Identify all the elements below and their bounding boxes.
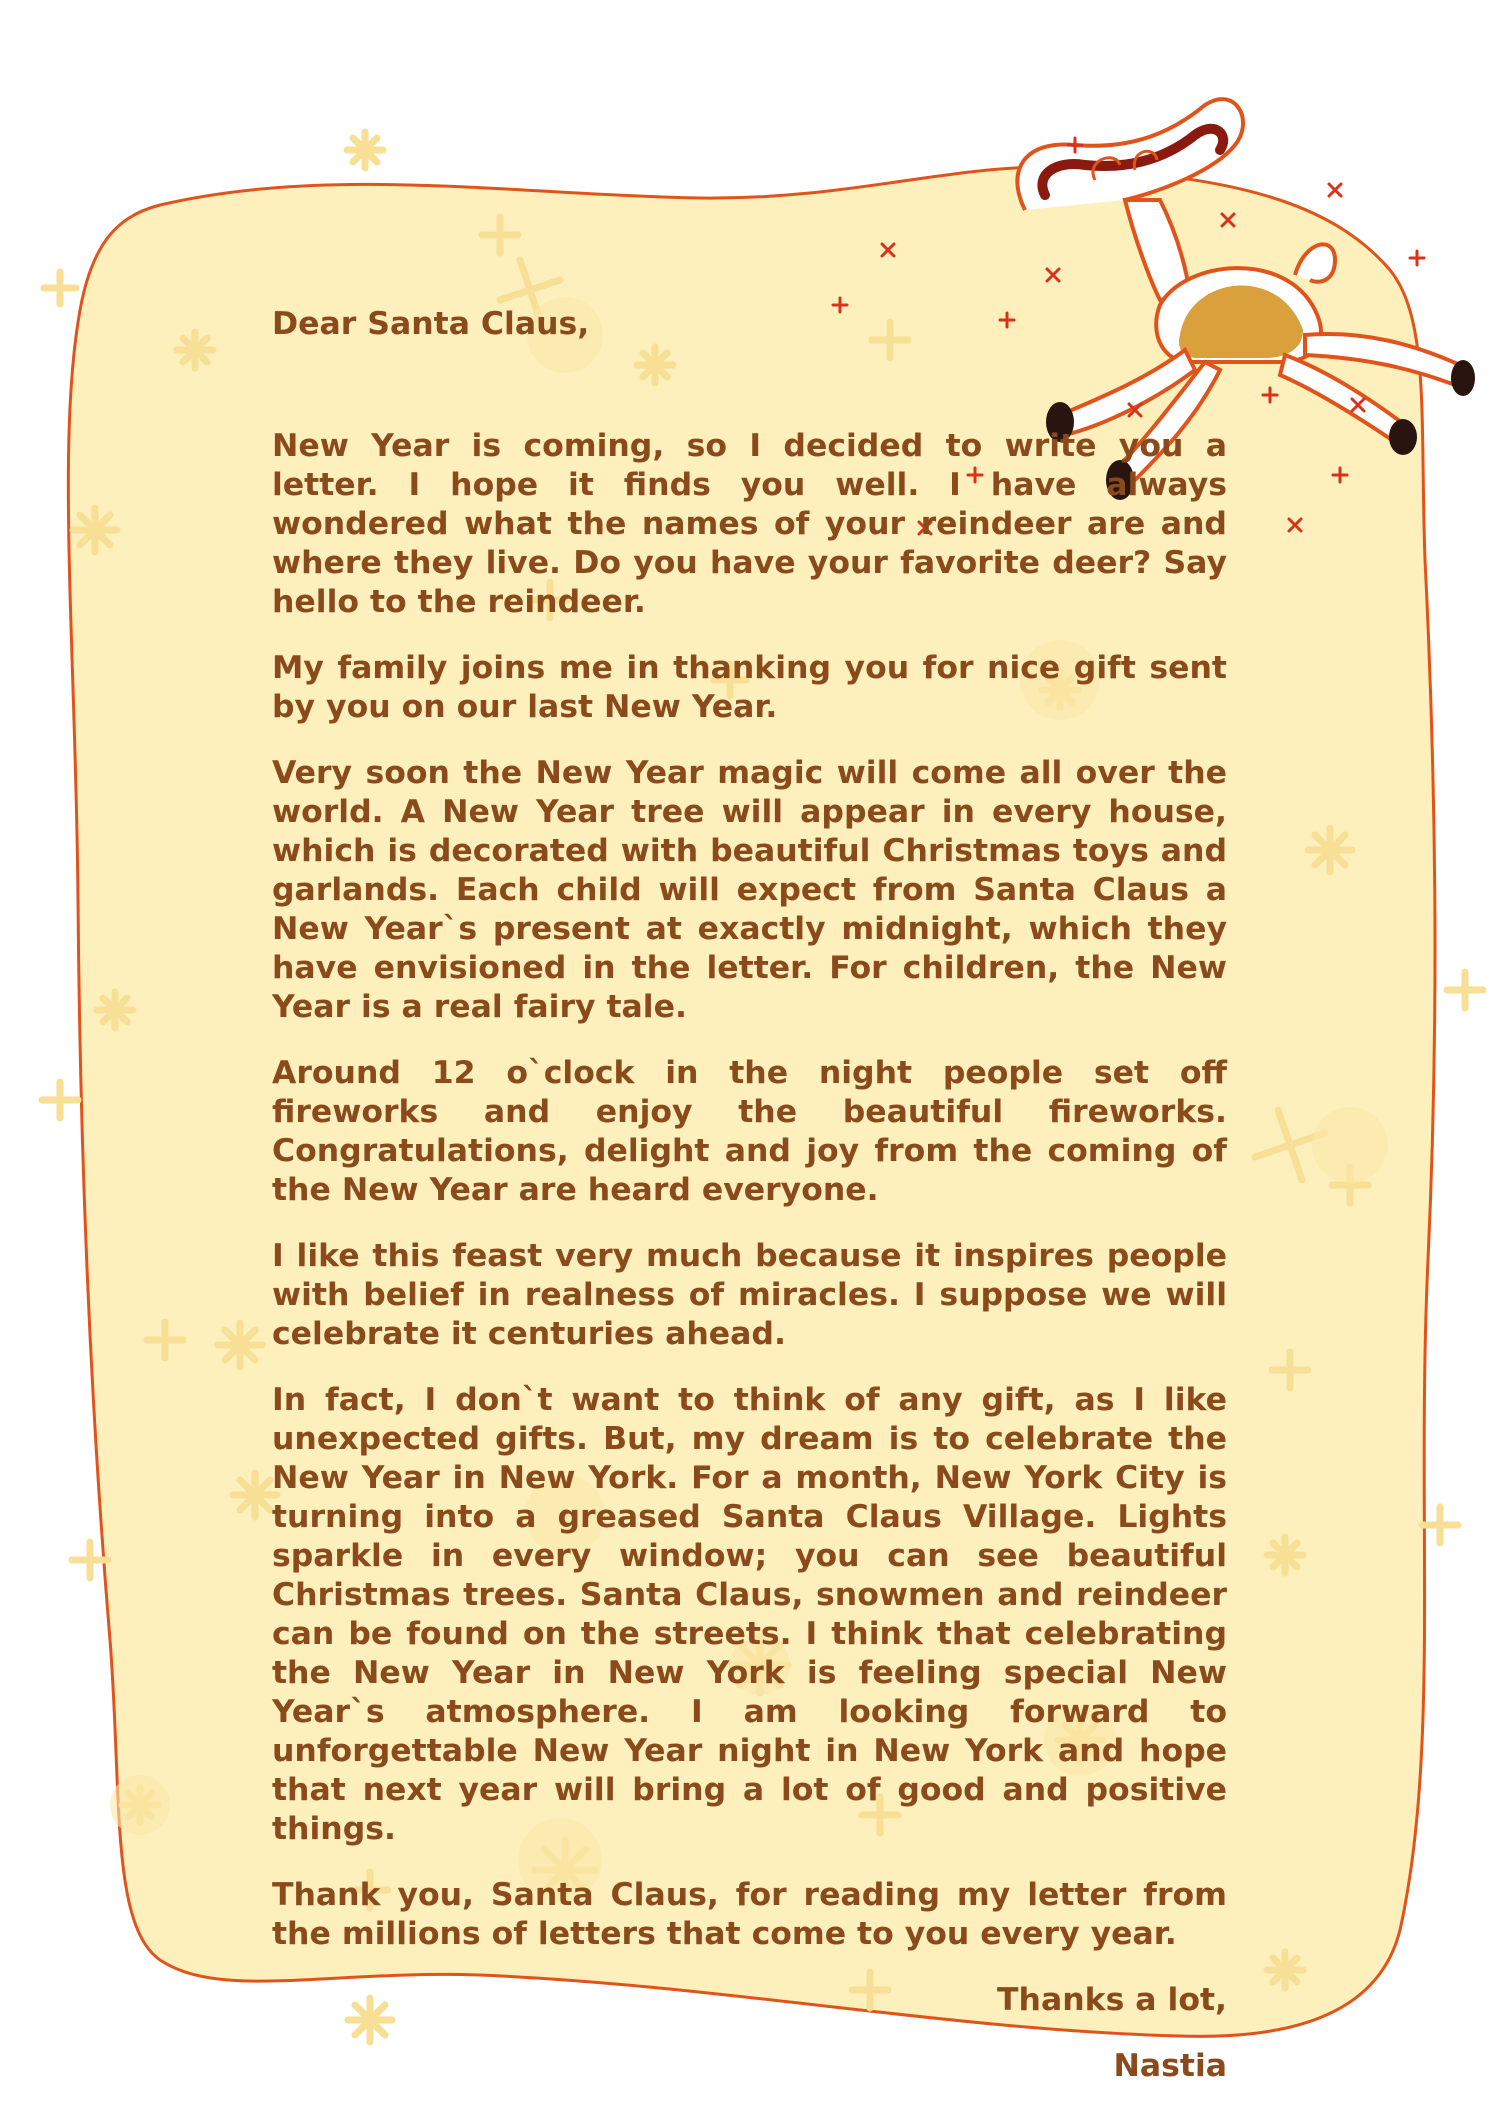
letter-paragraph: In fact, I don`t want to think of any gift, as I like unexpected gifts. But, my dream is to celebrate the New Year in New York. For a month, New York City is turning into a greased Santa Claus Village. Lights sparkle in every window; you can see beautiful Christmas trees. Santa Claus, snowmen and reindeer can be found on the streets. I think that celebrating the New Year in New York is feeling special New Year`s atmosphere. I am looking forward to unforgettable New Year night in New York and hope that next year will bring a lot of good and positive things. [272, 1382, 1227, 1847]
star-icon [97, 992, 133, 1028]
star-icon [233, 1473, 277, 1517]
letter-body [272, 305, 1227, 2113]
letter-paragraph: Thank you, Santa Claus, for reading my letter from the millions of letters that come to you every year. [272, 1877, 1227, 1952]
star-icon [1422, 1507, 1458, 1543]
star-icon [73, 508, 117, 552]
star-icon [1447, 972, 1483, 1008]
letter-greeting: Dear Santa Claus, [272, 306, 590, 342]
star-icon [218, 1323, 262, 1367]
letter-signature: Nastia [1113, 2048, 1227, 2084]
letter-paragraph: Very soon the New Year magic will come all over the world. A New Year tree will appear in every house, which is decorated with beautiful Christmas toys and garlands. Each child will expect from Santa Claus a New Year`s present at exactly midnight, which they have envisioned in the letter. For children, the New Year is a real fairy tale. [272, 755, 1227, 1025]
letter-paragraph: I like this feast very much because it inspires people with belief in realness of miracles. I suppose we will celebrate it centuries ahead. [272, 1238, 1227, 1352]
star-icon [1267, 1952, 1303, 1988]
letter-paragraph: New Year is coming, so I decided to write you a letter. I hope it finds you well. I have always wondered what the names of your reindeer are and where they live. Do you have your favorite deer? Say hello to the reindeer. [272, 428, 1227, 620]
letter-closing: Thanks a lot, [997, 1982, 1227, 2018]
letter-paragraph: Around 12 o`clock in the night people set off fireworks and enjoy the beautiful fireworks. Congratulations, delight and joy from the coming of the New Year are heard everyone. [272, 1055, 1227, 1208]
star-icon [177, 332, 213, 368]
sparkle-icon [1410, 251, 1424, 265]
star-icon [347, 132, 383, 168]
sparkle-icon [1329, 184, 1341, 196]
star-icon [1267, 1537, 1303, 1573]
star-icon [42, 1082, 78, 1118]
star-icon [1308, 828, 1352, 872]
letter-paragraph: My family joins me in thanking you for nice gift sent by you on our last New Year. [272, 650, 1227, 725]
star-icon [44, 272, 76, 304]
